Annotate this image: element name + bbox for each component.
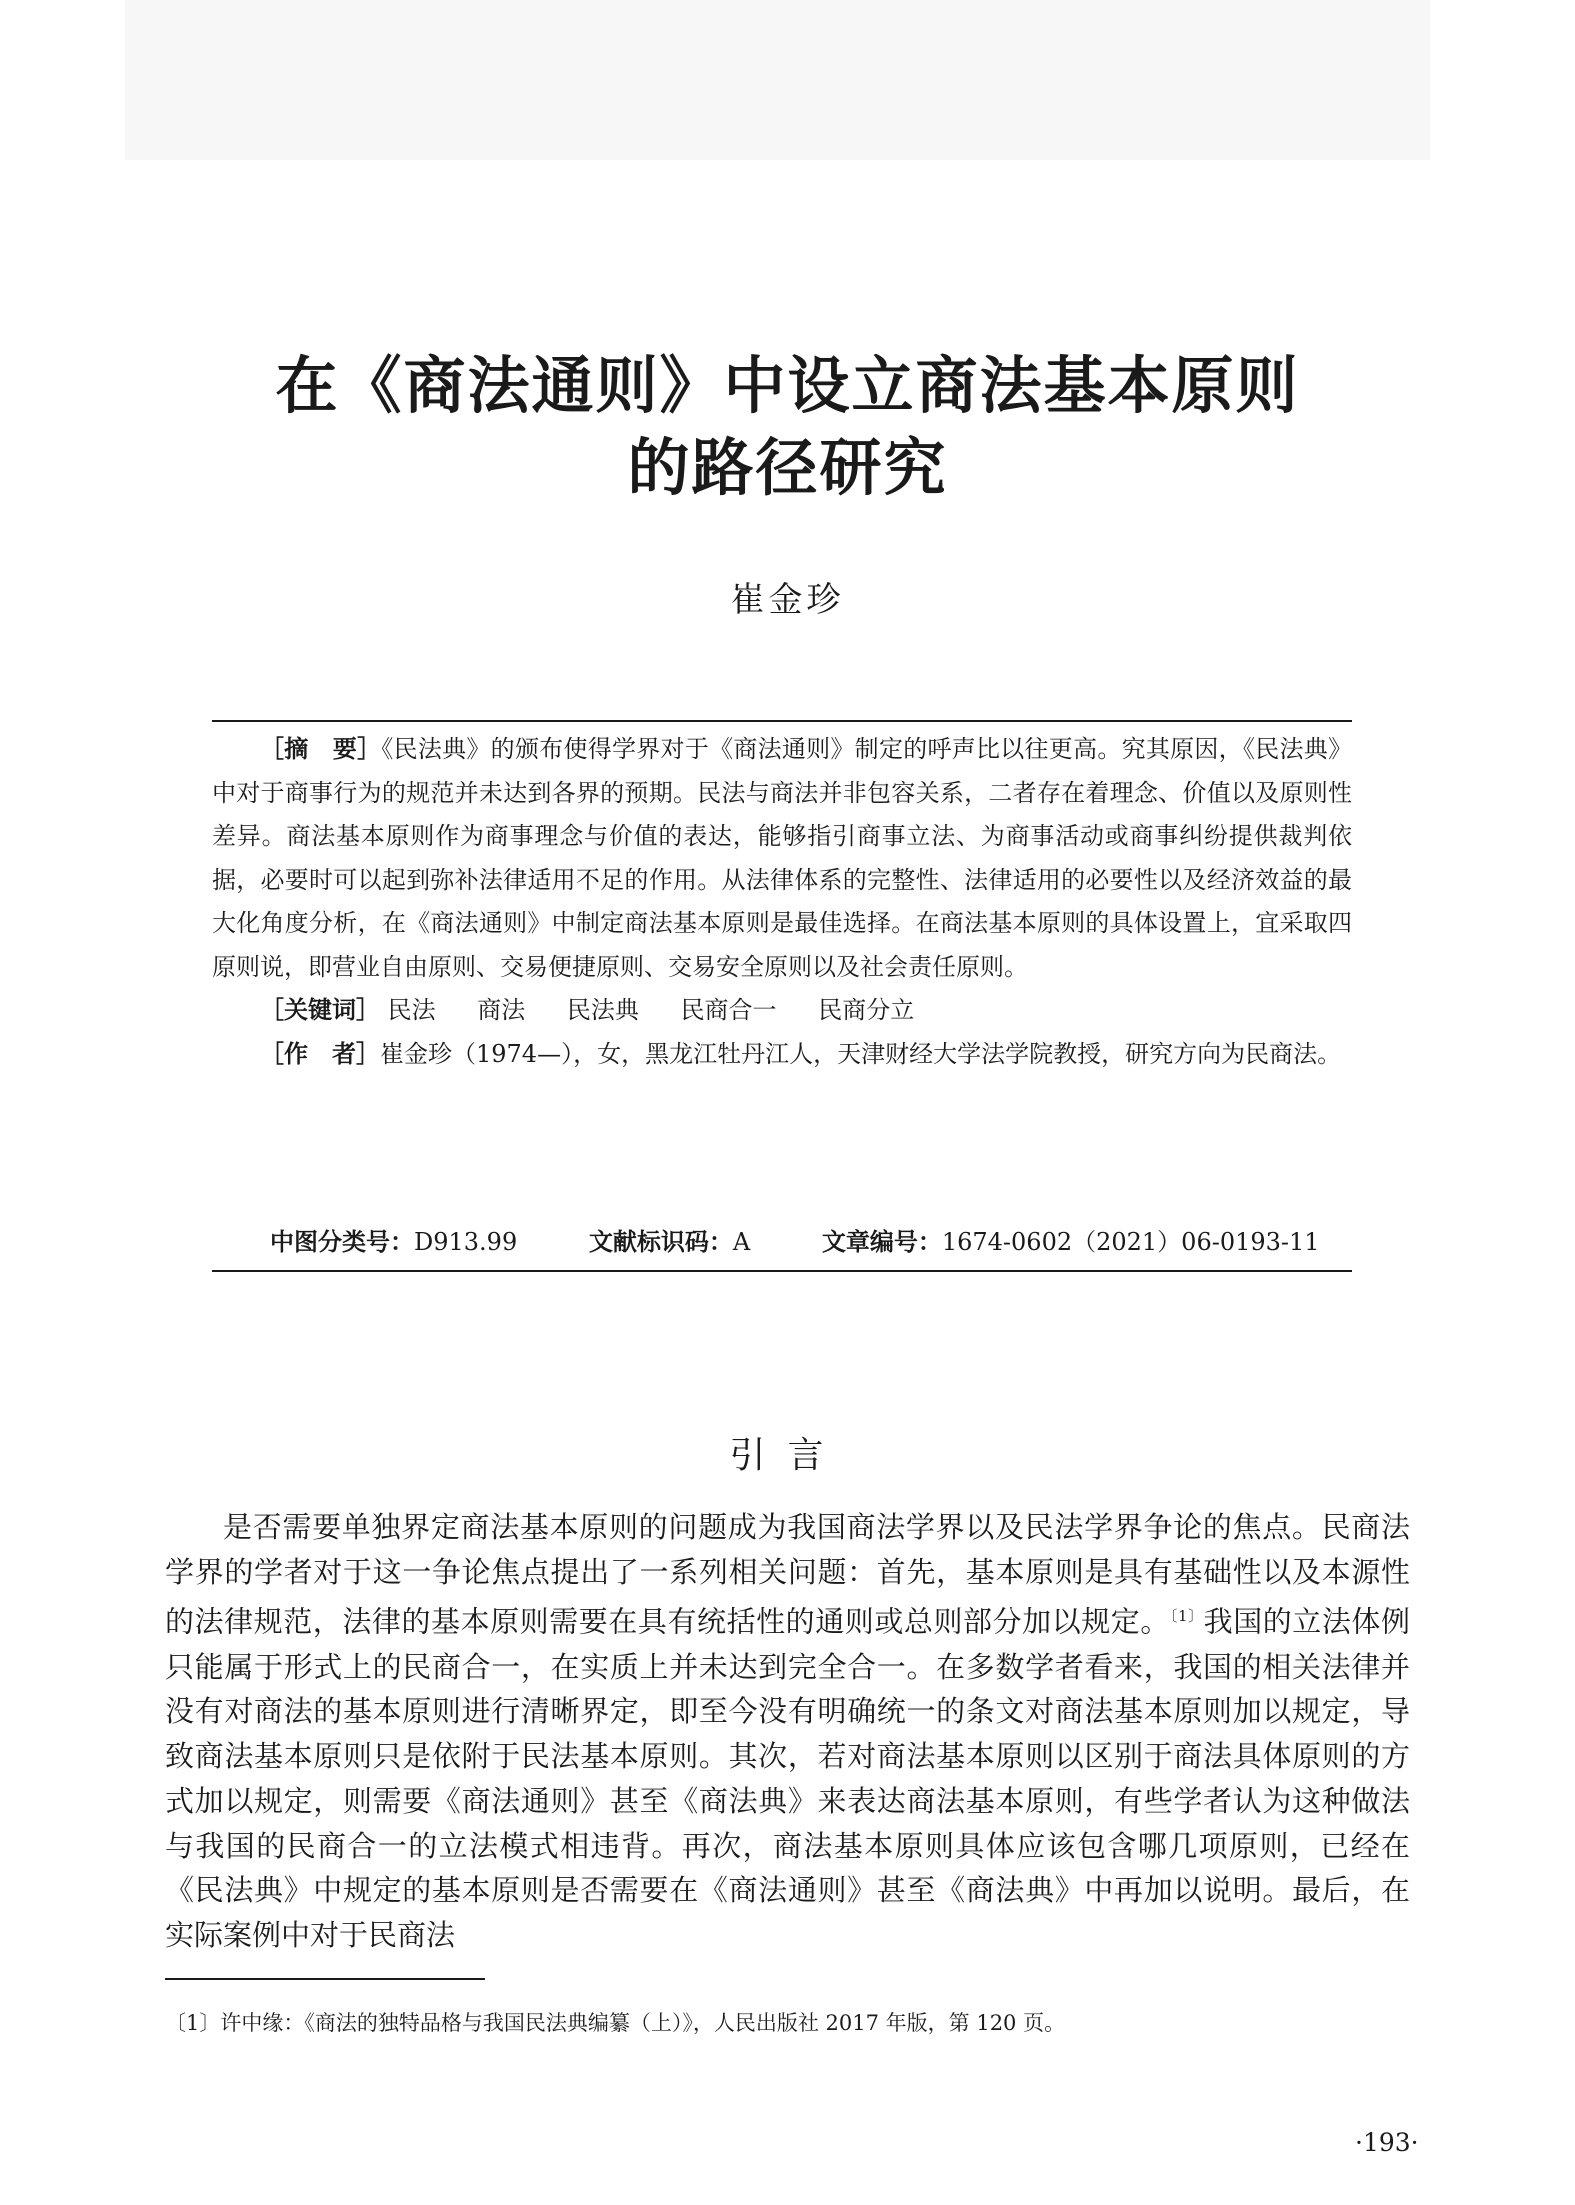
body-text xyxy=(165,1505,1410,1958)
section-heading: 引言 xyxy=(729,1435,846,1476)
footnote: 〔1〕许中缘：《商法的独特品格与我国民法典编纂（上）》，人民出版社 2017 年版，第 120 页。 xyxy=(165,2011,1066,2035)
keyword-item: 民法 xyxy=(387,996,436,1024)
body-text-part-2: 我国的立法体例只能属于形式上的民商合一，在实质上并未达到完全合一。在多数学者看来，我国的相关法律并没有对商法的基本原则进行清晰界定，即至今没有明确统一的条文对商法基本原则加以规定，导致商法基本原则只是依附于民法基本原则。其次，若对商法基本原则以区别于商法具体原则的方式加以规定，则需要《商法通则》甚至《商法典》来表达商法基本原则，有些学者认为这种做法与我国的民商合一的立法模式相违背。再次，商法基本原则具体应该包含哪几项原则，已经在《民法典》中规定的基本原则是否需要在《商法通则》甚至《商法典》中再加以说明。最后，在实际案例中对于民商法 xyxy=(165,1605,1410,1952)
abstract-text: 《民法典》的颁布使得学界对于《商法通则》制定的呼声比以往更高。究其原因，《民法典》中对于商事行为的规范并未达到各界的预期。民法与商法并非包容关系，二者存在着理念、价值以及原则性差异。商法基本原则作为商事理念与价值的表达，能够指引商事立法、为商事活动或商事纠纷提供裁判依据，必要时可以起到弥补法律适用不足的作用。从法律体系的完整性、法律适用的必要性以及经济效益的最大化角度分析，在《商法通则》中制定商法基本原则是最佳选择。在商法基本原则的具体设置上，宜采取四原则说，即营业自由原则、交易便捷原则、交易安全原则以及社会责任原则。 xyxy=(212,735,1353,981)
title-line-1: 在《商法通则》中设立商法基本原则 xyxy=(275,349,1300,422)
author-info-label: ［作 者］ xyxy=(260,1039,380,1068)
keyword-item: 民法典 xyxy=(566,996,639,1024)
article-no-item xyxy=(822,1228,1320,1256)
paper-title xyxy=(0,345,1575,509)
author-name: 崔金珍 xyxy=(730,580,845,620)
page-number: ·193· xyxy=(1355,2128,1419,2157)
doc-code-item xyxy=(589,1228,750,1256)
doc-code-label: 文献标识码： xyxy=(588,1228,733,1256)
keyword-item: 民商合一 xyxy=(680,996,777,1024)
header-band xyxy=(125,0,1430,160)
clc-label: 中图分类号： xyxy=(270,1228,414,1256)
abstract-top-rule xyxy=(212,720,1352,722)
footnote-reference: 〔1〕 xyxy=(1169,1607,1204,1626)
author-info-paragraph xyxy=(212,1033,1352,1077)
article-no-label: 文章编号： xyxy=(821,1228,942,1256)
keyword-item: 商法 xyxy=(477,996,526,1024)
abstract-block xyxy=(212,728,1352,1076)
keywords-paragraph xyxy=(212,989,1352,1033)
keyword-item: 民商分立 xyxy=(818,996,915,1024)
abstract-label: ［摘 要］ xyxy=(260,735,382,763)
title-line-2: 的路径研究 xyxy=(627,431,948,504)
clc-item xyxy=(270,1228,517,1256)
footnote-rule xyxy=(165,1978,485,1980)
clc-value: D913.99 xyxy=(414,1228,518,1256)
keywords-label: ［关键词］ xyxy=(260,996,380,1024)
body-paragraph xyxy=(165,1505,1410,1958)
article-no-value: 1674-0602（2021）06-0193-11 xyxy=(941,1228,1320,1256)
doc-code-value: A xyxy=(732,1228,751,1256)
classification-line xyxy=(270,1222,1320,1257)
abstract-paragraph xyxy=(212,728,1352,989)
abstract-bottom-rule xyxy=(212,1270,1352,1272)
author-info-text: 崔金珍（1974—），女，黑龙江牡丹江人，天津财经大学法学院教授，研究方向为民商法。 xyxy=(380,1039,1342,1068)
body-text-part-1: 是否需要单独界定商法基本原则的问题成为我国商法学界以及民法学界争论的焦点。民商法学界的学者对于这一争论焦点提出了一系列相关问题：首先，基本原则是具有基础性以及本源性的法律规范，法律的基本原则需要在具有统括性的通则或总则部分加以规定。 xyxy=(165,1510,1410,1640)
